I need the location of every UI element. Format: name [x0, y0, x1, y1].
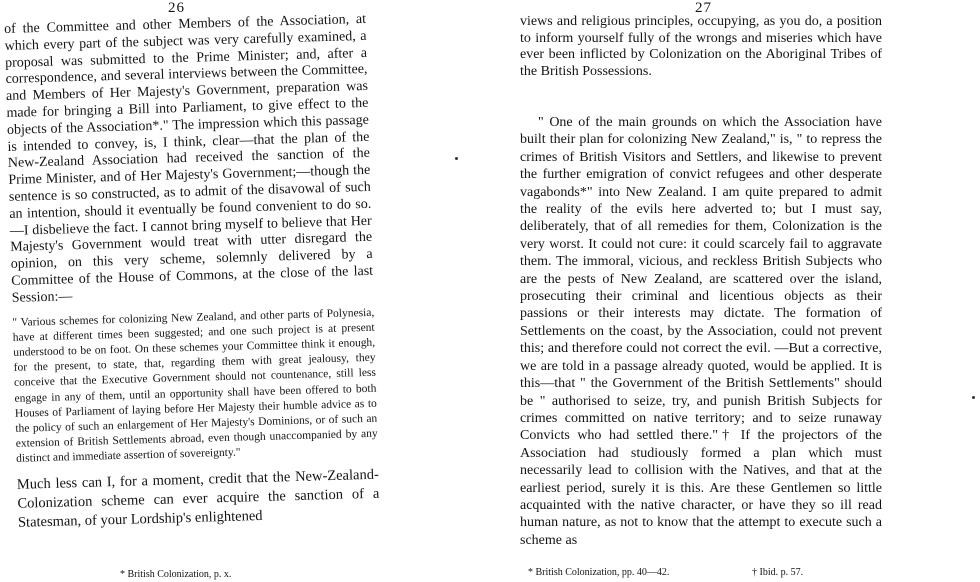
- right-paragraph-1: [520, 14, 882, 80]
- right-paragraph-1-text: views and religious principles, occupying, as you do, a position to inform yourself fully of the wrongs and miseries which have ever been inflicted by Colonization on the Aboriginal Tribes of the British Possessions.: [520, 14, 882, 79]
- right-page-number: 27: [695, 0, 712, 16]
- left-page-number: 26: [168, 0, 185, 16]
- committee-quote: " Various schemes for colonizing New Zealand, and other parts of Polynesia, have at different times been suggested; and one such project is at present understood to be on foot. On these schemes your Committee think it enough, for the present, to state, that, regarding them with great jealousy, they conceive that the Executive Government should not countenance, still less engage in any of them, until an opportunity shall have been offered to both Houses of Parliament of laying before Her Majesty their humble advice as to the policy of such an enlargement of Her Majesty's Dominions, or of such an extension of British Settlements abroad, even though unaccompanied by any distinct and immediate assertion of sovereignty.": [12, 306, 378, 466]
- right-paragraph-2-text: " One of the main grounds on which the Association have built their plan for colonizing New Zealand," is, " to repress the crimes of British Visitors and Settlers, and likewise to prevent the further emigration of convict refugees and other desperate vagabonds*" into New Zealand. I am quite prepared to admit the reality of the evils here adverted to; but I must say, deliberately, that of all remedies for them, Colonization is the very worst. It could not cure: it could scarcely fail to aggravate them. The immoral, vicious, and reckless British Subjects who are the pests of New Zealand, are scattered over the island, prosecuting their criminal and licentious objects as their passions or their interests may dictate. The formation of Settlements on the coast, by the Association, could not prevent this; and therefore could not correct the evil. —But a corrective, we are told in a passage already quoted, would be applied. It is this—that " the Government of the British Settlements" should be " authorised to seize, try, and punish British Subjects for crimes committed on native territory; and to seize runaway Convicts who had settled there."† If the projectors of the Association had studiously formed a plan which must necessarily lead to collision with the Natives, and that at the earliest period, surely it is this. Are these Gentlemen so little acquainted with the native character, or have they so ill read human nature, as not to know that the attempt to execute such a scheme as: [520, 115, 882, 548]
- right-page: [490, 0, 980, 582]
- right-paragraph-2: [520, 114, 882, 549]
- right-footnote-2: † Ibid. p. 57.: [752, 567, 804, 578]
- left-paragraph-1: of the Committee and other Members of the Association, at which every part of the subject was very carefully examined, a proposal was submitted to the Prime Minister; and, after a correspondence, and several interviews between the Committee, and Members of Her Majesty's Government, preparation was made for bringing a Bill into Parliament, to give effect to the objects of the Association*." The impression which this passage is intended to convey, is, I think, clear—that the plan of the New-Zealand Association had received the sanction of the Prime Minister, and of Her Majesty's Government;—though the sentence is so constructed, as to admit of the disavowal of such an intention, should it eventually be found convenient to do so.—I disbelieve the fact. I cannot bring myself to believe that Her Majesty's Government would treat with utter disregard the opinion, on this very scheme, solemnly delivered by a Committee of the House of Commons, at the close of the last Session:—: [4, 11, 374, 306]
- right-footnote-1: * British Colonization, pp. 40—42.: [528, 567, 670, 578]
- left-paragraph-2: Much less can I, for a moment, credit that the New-Zealand-Colonization scheme can ever acquire the sanction of a Statesman, of your Lordship's enlightened: [16, 466, 380, 531]
- left-footnote: * British Colonization, p. x.: [120, 569, 232, 580]
- left-page-body: [4, 12, 380, 532]
- page-speck: [455, 157, 458, 160]
- page-speck: [972, 396, 975, 399]
